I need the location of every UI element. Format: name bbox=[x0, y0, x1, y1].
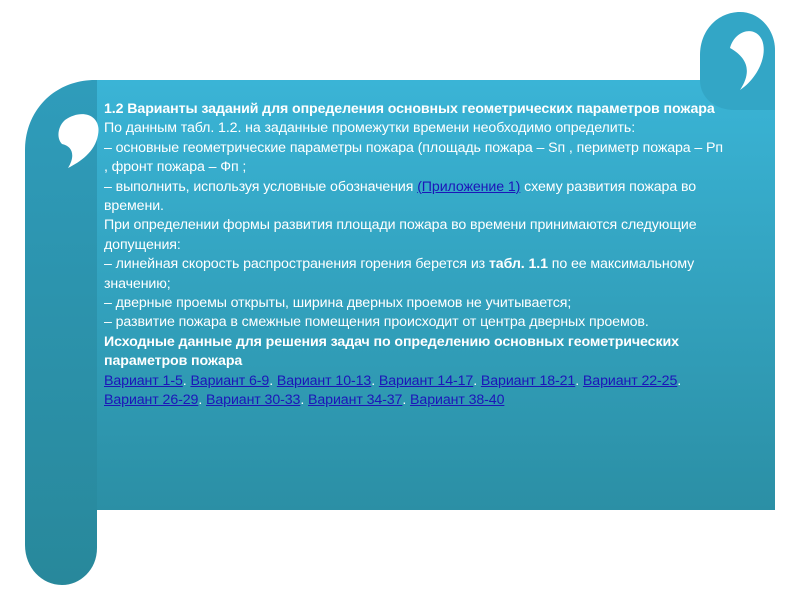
task-text bbox=[104, 100, 724, 411]
initial-data-heading: Исходные данные для решения задач по определению основных геометрических параметров пожара bbox=[104, 333, 679, 370]
variant-separator: . bbox=[677, 372, 682, 389]
assumptions-intro: При определении формы развития площади пожара во времени принимаются следующие допущения: bbox=[104, 217, 697, 253]
variant-separator: . bbox=[371, 372, 379, 389]
variant-separator: . bbox=[198, 392, 207, 409]
variant-separator: . bbox=[300, 392, 309, 409]
variant-separator: . bbox=[575, 372, 583, 389]
assumption-doors: – дверные проемы открыты, ширина дверных проемов не учитывается; bbox=[104, 295, 572, 312]
variant-separator: . bbox=[473, 372, 481, 389]
bullet-diagram-before: – выполнить, используя условные обозначения bbox=[104, 178, 418, 195]
variant-link[interactable]: Вариант 22-25 bbox=[582, 372, 678, 389]
table-reference: табл. 1.1 bbox=[488, 256, 548, 273]
bullet-geometric-params: – основные геометрические параметры пожара (площадь пожара – Sп , периметр пожара – Рп , фронт пожара – Фп ; bbox=[104, 139, 724, 176]
variant-link[interactable]: Вариант 1-5 bbox=[104, 372, 183, 389]
assumption-spread: – развитие пожара в смежные помещения происходит от центра дверных проемов. bbox=[104, 314, 649, 331]
variant-link[interactable]: Вариант 6-9 bbox=[190, 372, 270, 389]
intro-paragraph: По данным табл. 1.2. на заданные промежутки времени необходимо определить: bbox=[104, 120, 636, 137]
right-scroll-roll bbox=[700, 12, 775, 110]
assumption-speed-after: по ее максимальному значению; bbox=[104, 256, 695, 292]
variant-separator: . bbox=[402, 392, 411, 409]
variant-link[interactable]: Вариант 38-40 bbox=[410, 392, 505, 409]
variant-link[interactable]: Вариант 30-33 bbox=[206, 392, 301, 409]
variant-link[interactable]: Вариант 26-29 bbox=[104, 392, 199, 409]
variant-link[interactable]: Вариант 18-21 bbox=[480, 372, 576, 389]
section-title: 1.2 Варианты заданий для определения основных геометрических параметров пожара bbox=[104, 101, 715, 117]
variant-link[interactable]: Вариант 14-17 bbox=[378, 372, 474, 389]
assumption-speed-before: – линейная скорость распространения горения берется из bbox=[104, 256, 489, 273]
appendix-link[interactable]: (Приложение 1) bbox=[417, 178, 521, 195]
variant-separator: . bbox=[269, 372, 277, 389]
variant-link[interactable]: Вариант 34-37 bbox=[308, 392, 403, 409]
variant-link[interactable]: Вариант 10-13 bbox=[276, 372, 372, 389]
variant-links bbox=[104, 372, 724, 411]
variant-separator: . bbox=[182, 372, 191, 389]
bullet-diagram-after: схему развития пожара во времени. bbox=[104, 178, 697, 215]
assumption-speed bbox=[104, 255, 724, 294]
bullet-diagram bbox=[104, 178, 724, 217]
